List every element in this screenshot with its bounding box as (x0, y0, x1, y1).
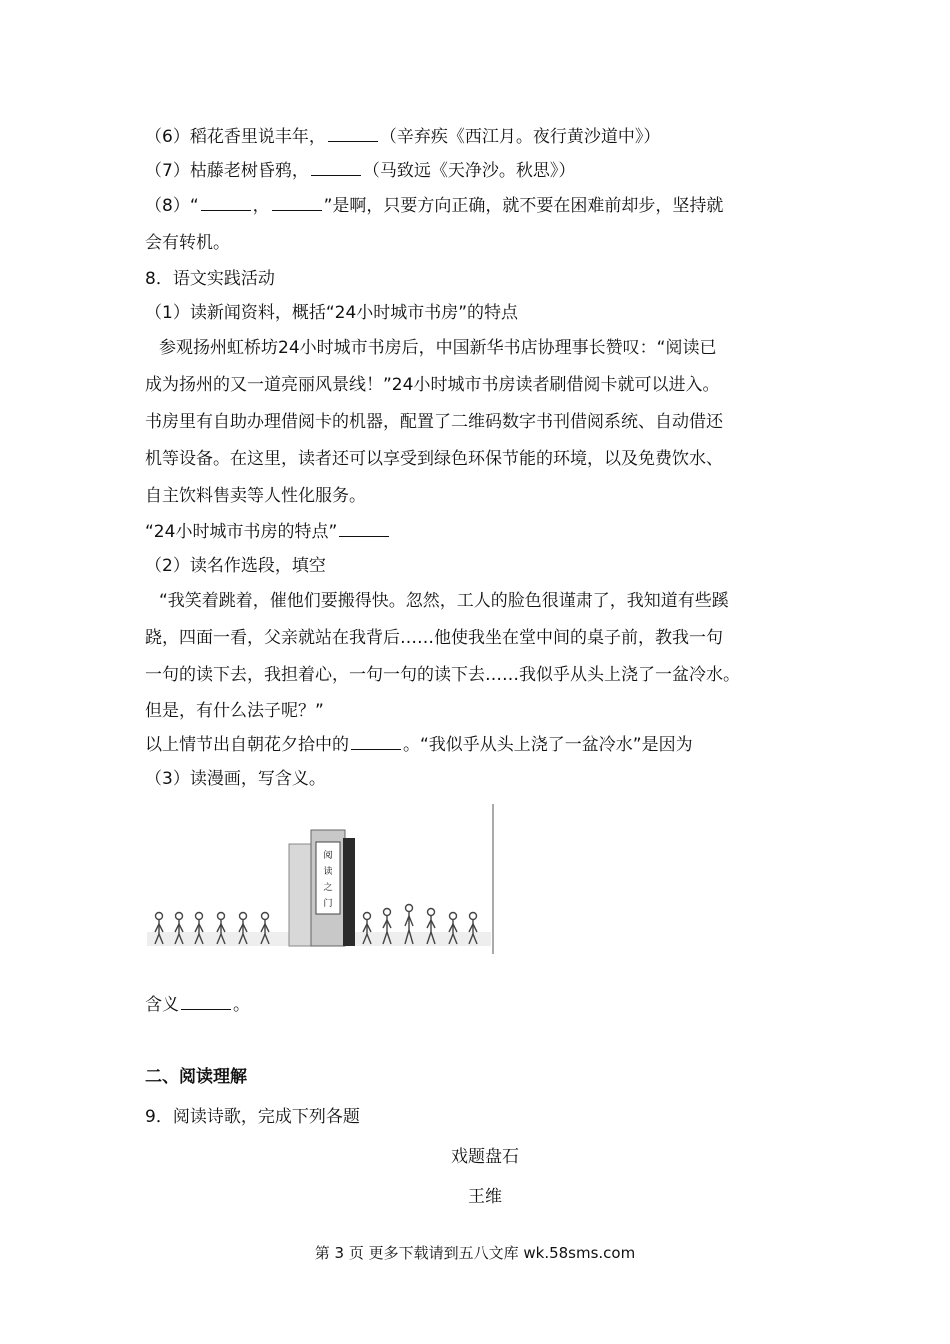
q8-part3-prompt: （3）读漫画，写含义。 (145, 769, 326, 789)
literature-excerpt (145, 583, 825, 728)
excerpt-line: 但是，有什么法子呢？” (145, 701, 324, 721)
fill-blank[interactable] (181, 993, 231, 1010)
q7-item-7: （7）枯藤老树昏鸦， （马致远《天净沙。秋思》） (145, 161, 576, 181)
document-body (145, 120, 825, 1214)
q7-item-8-continued: 会有转机。 (145, 233, 230, 253)
q7-item-8: （8）“ ， ”是啊，只要方向正确，就不要在困难前却步，坚持就 (145, 196, 724, 216)
svg-text:阅: 阅 (323, 851, 333, 861)
q8-part3-meaning: 含义 。 (145, 995, 250, 1015)
news-passage (145, 330, 825, 515)
passage-line: 参观扬州虹桥坊24小时城市书房后，中国新华书店协理事长赞叹：“阅读已 (159, 338, 717, 358)
svg-text:读: 读 (323, 867, 333, 877)
comic-illustration (147, 804, 495, 954)
page-footer: 第 3 页 更多下载请到五八文库 wk.58sms.com (314, 1244, 636, 1262)
passage-line: 书房里有自助办理借阅卡的机器，配置了二维码数字书刊借阅系统、自动借还 (145, 412, 723, 432)
q8-part1-answer: “24小时城市书房的特点” (145, 515, 825, 549)
fill-blank[interactable] (201, 194, 251, 211)
passage-line: 自主饮料售卖等人性化服务。 (145, 486, 366, 506)
q9-title: 9．阅读诗歌，完成下列各题 (145, 1107, 360, 1127)
poem-title: 戏题盘石 (451, 1147, 519, 1167)
excerpt-line: 跷，四面一看，父亲就站在我背后……他使我坐在堂中间的桌子前，教我一句 (145, 628, 723, 648)
passage-line: 机等设备。在这里，读者还可以享受到绿色环保节能的环境，以及免费饮水、 (145, 449, 723, 469)
fill-blank[interactable] (351, 733, 401, 750)
fill-blank[interactable] (328, 125, 378, 142)
fill-blank[interactable] (272, 194, 322, 211)
svg-text:之: 之 (323, 883, 333, 893)
q8-part2-question: 以上情节出自朝花夕拾中的 。“我似乎从头上浇了一盆冷水”是因为 (145, 735, 693, 755)
q8-title: 8．语文实践活动 (145, 269, 275, 289)
reading-gate-building (289, 830, 355, 946)
svg-text:门: 门 (323, 899, 333, 909)
q8-part2-prompt: （2）读名作选段，填空 (145, 556, 326, 576)
excerpt-line: 一句的读下去，我担着心，一句一句的读下去……我似乎从头上浇了一盆冷水。 (145, 665, 740, 685)
excerpt-line: “我笑着跳着，催他们要搬得快。忽然，工人的脸色很谨肃了，我知道有些蹊 (159, 591, 729, 611)
poem-author: 王维 (468, 1187, 502, 1207)
q8-part1-prompt: （1）读新闻资料，概括“24小时城市书房”的特点 (145, 303, 519, 323)
fill-blank[interactable] (311, 159, 361, 176)
section-heading: 二、阅读理解 (145, 1067, 247, 1087)
passage-line: 成为扬州的又一道亮丽风景线！”24小时城市书房读者刷借阅卡就可以进入。 (145, 375, 720, 395)
fill-blank[interactable] (339, 520, 389, 537)
q7-item-6: （6）稻花香里说丰年， （辛弃疾《西江月。夜行黄沙道中》） (145, 127, 661, 147)
